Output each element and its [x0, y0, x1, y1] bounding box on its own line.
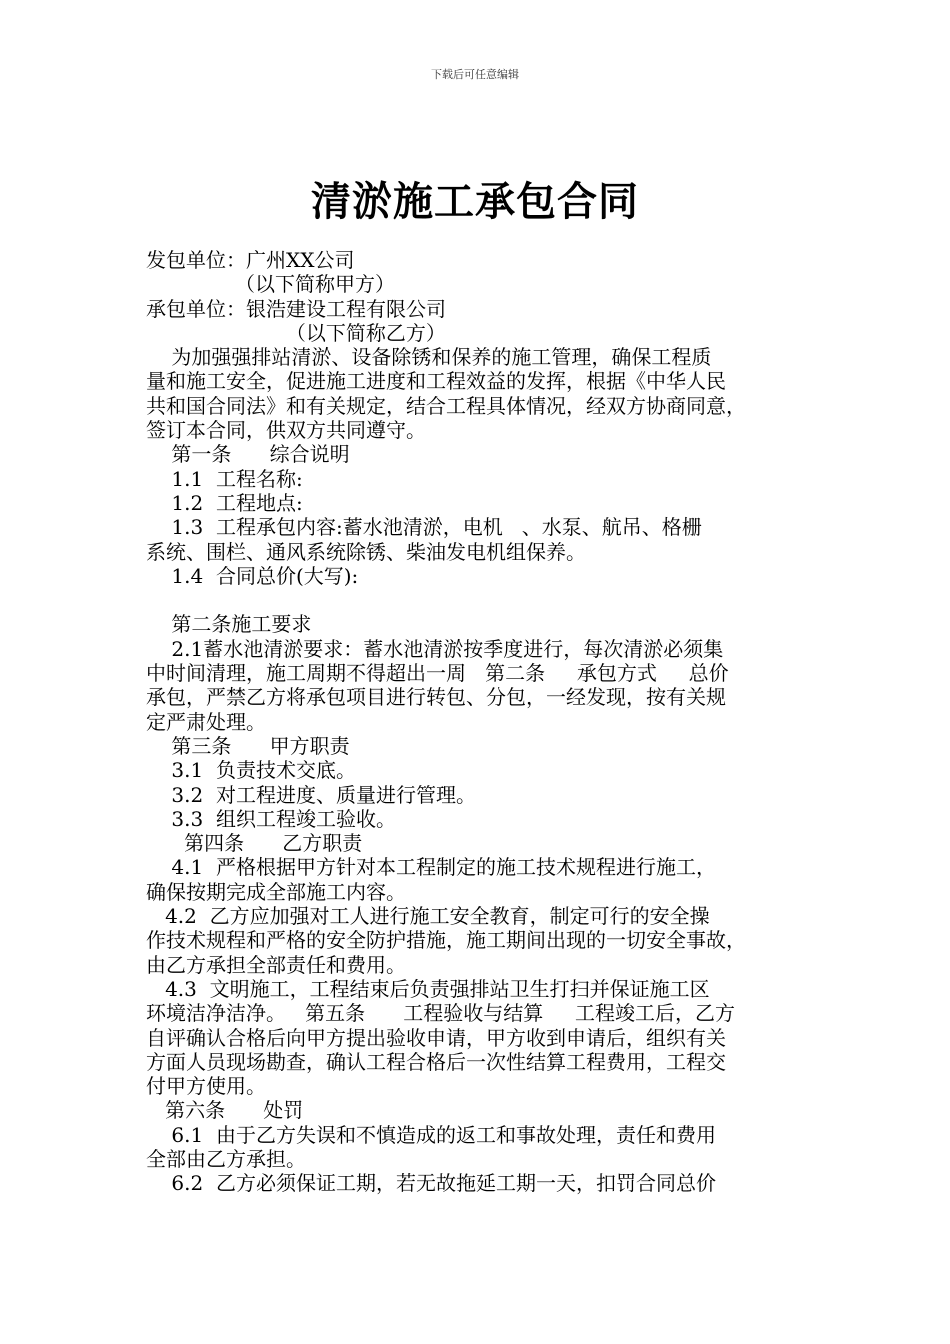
header-note: 下载后可任意编辑 — [431, 68, 519, 81]
contract-line: 由乙方承担全部责任和费用。 — [146, 952, 406, 977]
contract-line: 3.2 对工程进度、质量进行管理。 — [146, 782, 476, 807]
contract-line: 第四条 乙方职责 — [146, 831, 363, 856]
contract-line: 为加强强排站清淤、设备除锈和保养的施工管理，确保工程质 — [146, 345, 712, 370]
contract-line: 1.3 工程承包内容:蓄水池清淤，电机 、水泵、航吊、格栅 — [146, 515, 702, 540]
contract-line: 3.3 组织工程竣工验收。 — [146, 806, 396, 831]
contract-line: 第三条 甲方职责 — [146, 733, 350, 758]
contract-line: 付甲方使用。 — [146, 1074, 266, 1099]
contract-line: 第一条 综合说明 — [146, 442, 350, 467]
contract-line: 确保按期完成全部施工内容。 — [146, 879, 406, 904]
contract-line: 发包单位：广州XX公司 — [146, 248, 355, 272]
contract-line: 1.1 工程名称: — [146, 466, 303, 491]
contract-line: 6.1 由于乙方失误和不慎造成的返工和事故处理，责任和费用 — [146, 1122, 716, 1147]
contract-line: 共和国合同法》和有关规定，结合工程具体情况，经双方协商同意， — [146, 393, 746, 418]
contract-line: 第二条施工要求 — [146, 612, 312, 637]
contract-line: 1.2 工程地点: — [146, 490, 303, 515]
contract-line: 环境洁净洁净。 第五条 工程验收与结算 工程竣工后，乙方 — [146, 1001, 736, 1026]
contract-line: 4.2 乙方应加强对工人进行施工安全教育，制定可行的安全操 — [146, 904, 710, 929]
contract-title: 清淤施工承包合同 — [311, 179, 639, 225]
contract-line: 中时间清理，施工周期不得超出一周 第二条 承包方式 总价 — [146, 661, 729, 686]
contract-line: 3.1 负责技术交底。 — [146, 758, 356, 783]
contract-line: 全部由乙方承担。 — [146, 1146, 306, 1171]
contract-line: 方面人员现场勘查，确认工程合格后一次性结算工程费用，工程交 — [146, 1049, 726, 1074]
contract-line: （以下简称乙方） — [146, 320, 446, 345]
contract-line: 签订本合同，供双方共同遵守。 — [146, 418, 426, 443]
contract-line: 量和施工安全，促进施工进度和工程效益的发挥，根据《中华人民 — [146, 369, 726, 394]
contract-line: 自评确认合格后向甲方提出验收申请，甲方收到申请后，组织有关 — [146, 1025, 726, 1050]
contract-line: 定严肃处理。 — [146, 709, 266, 734]
contract-line — [146, 588, 814, 612]
contract-line: 承包，严禁乙方将承包项目进行转包、分包，一经发现，按有关规 — [146, 685, 726, 710]
contract-line: 作技术规程和严格的安全防护措施，施工期间出现的一切安全事故， — [146, 928, 746, 953]
contract-line: 4.1 严格根据甲方针对本工程制定的施工技术规程进行施工， — [146, 855, 716, 880]
contract-line: 承包单位：银浩建设工程有限公司 — [146, 296, 446, 321]
contract-body — [146, 248, 814, 1196]
contract-line: 6.2 乙方必须保证工期，若无故拖延工期一天，扣罚合同总价 — [146, 1171, 716, 1196]
contract-line: 系统、围栏、通风系统除锈、柴油发电机组保养。 — [146, 539, 586, 564]
contract-line: 4.3 文明施工，工程结束后负责强排站卫生打扫并保证施工区 — [146, 976, 710, 1001]
contract-line: 2.1蓄水池清淤要求：蓄水池清淤按季度进行，每次清淤必须集 — [146, 636, 724, 661]
contract-line: （以下简称甲方） — [146, 272, 396, 297]
contract-line: 1.4 合同总价(大写): — [146, 563, 359, 588]
contract-line: 第六条 处罚 — [146, 1098, 304, 1123]
